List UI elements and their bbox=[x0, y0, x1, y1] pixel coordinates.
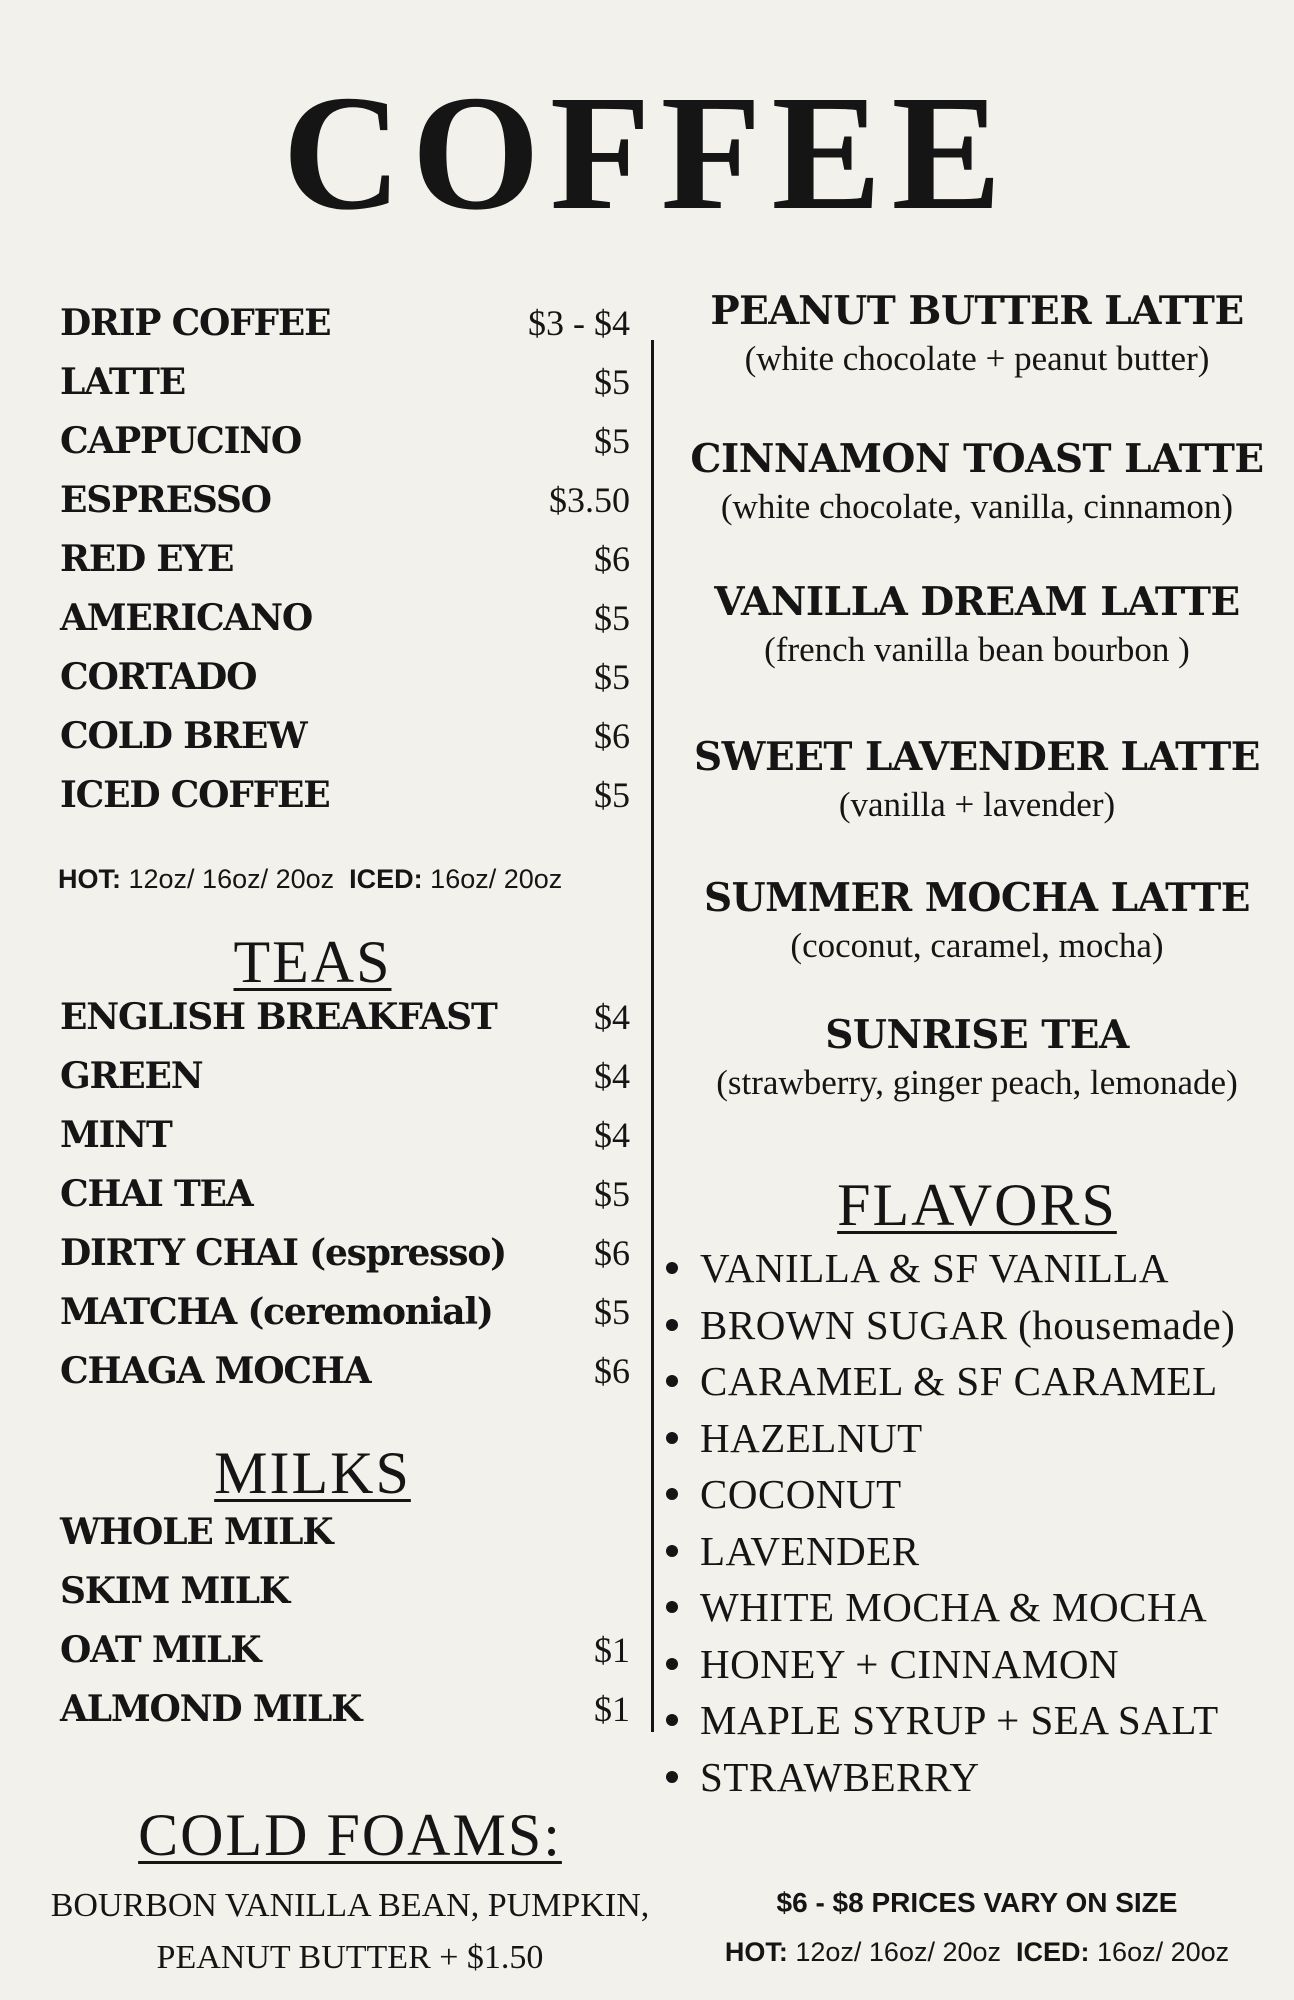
item-name: ICED COFFEE bbox=[60, 774, 330, 816]
item-price: $5 bbox=[594, 362, 630, 402]
specialty-drink bbox=[660, 433, 1294, 529]
specialty-drink bbox=[660, 872, 1294, 968]
item-name: LATTE bbox=[60, 361, 186, 403]
menu-item bbox=[60, 416, 630, 466]
specialty-drink bbox=[660, 285, 1294, 381]
item-price: $4 bbox=[594, 1056, 630, 1096]
drink-name: SWEET LAVENDER LATTE bbox=[694, 734, 1260, 780]
item-name: GREEN bbox=[60, 1055, 203, 1097]
menu-item bbox=[60, 298, 630, 348]
item-name: ENGLISH BREAKFAST bbox=[60, 996, 497, 1038]
flavor-label: CARAMEL & SF CARAMEL bbox=[700, 1358, 1218, 1404]
drink-description: (white chocolate + peanut butter) bbox=[744, 339, 1210, 378]
drink-description: (coconut, caramel, mocha) bbox=[790, 926, 1164, 965]
item-name: SKIM MILK bbox=[60, 1570, 290, 1612]
menu-item bbox=[60, 1346, 630, 1396]
flavor-item bbox=[660, 1692, 1294, 1749]
milks-heading: MILKS bbox=[214, 1440, 411, 1506]
menu-item bbox=[60, 534, 630, 584]
menu-item bbox=[60, 1169, 630, 1219]
menu-item bbox=[60, 1287, 630, 1337]
menu-item bbox=[60, 1228, 630, 1278]
flavor-label: HONEY + CINNAMON bbox=[700, 1640, 1120, 1687]
menu-item bbox=[60, 1625, 630, 1675]
menu-item bbox=[60, 357, 630, 407]
flavor-item bbox=[660, 1297, 1294, 1354]
flavor-item bbox=[660, 1579, 1294, 1636]
item-price: $1 bbox=[594, 1689, 630, 1729]
bullet-icon bbox=[666, 1771, 678, 1783]
bullet-icon bbox=[666, 1714, 678, 1726]
menu-item bbox=[60, 1566, 630, 1616]
menu-item bbox=[60, 770, 630, 820]
menu-item bbox=[60, 1110, 630, 1160]
menu-item bbox=[60, 652, 630, 702]
teas-heading: TEAS bbox=[233, 929, 392, 995]
flavor-label: BROWN SUGAR (housemade) bbox=[700, 1301, 1236, 1348]
item-price: $3.50 bbox=[549, 480, 630, 520]
column-divider bbox=[651, 340, 654, 1732]
item-price: $4 bbox=[594, 1115, 630, 1155]
item-name: MINT bbox=[60, 1114, 172, 1156]
bullet-icon bbox=[666, 1319, 678, 1331]
flavor-label: WHITE MOCHA & MOCHA bbox=[700, 1584, 1208, 1630]
item-price: $5 bbox=[594, 775, 630, 815]
flavor-item bbox=[660, 1410, 1294, 1467]
hot-sizes: 12oz/ 16oz/ 20oz bbox=[121, 864, 335, 894]
cold-foams-line: PEANUT BUTTER + $1.50 bbox=[156, 1939, 544, 1976]
item-name: MATCHA (ceremonial) bbox=[60, 1291, 493, 1333]
item-price: $5 bbox=[594, 1292, 630, 1332]
drink-name: SUNRISE TEA bbox=[825, 1012, 1129, 1058]
flavor-item bbox=[660, 1749, 1294, 1806]
iced-label: ICED: bbox=[1016, 1937, 1090, 1967]
cold-foams-items bbox=[0, 1880, 700, 1984]
item-price: $6 bbox=[594, 1351, 630, 1391]
hot-label: HOT: bbox=[724, 1937, 788, 1967]
drink-name: CINNAMON TOAST LATTE bbox=[690, 436, 1264, 482]
menu-item bbox=[60, 992, 630, 1042]
menu-item bbox=[60, 1051, 630, 1101]
item-price: $5 bbox=[594, 598, 630, 638]
item-name: RED EYE bbox=[60, 538, 234, 580]
item-price: $4 bbox=[594, 997, 630, 1037]
hot-sizes: 12oz/ 16oz/ 20oz bbox=[787, 1937, 1002, 1967]
flavor-item bbox=[660, 1636, 1294, 1693]
item-price: $6 bbox=[594, 716, 630, 756]
item-name: AMERICANO bbox=[60, 597, 313, 639]
item-price: $5 bbox=[594, 657, 630, 697]
drink-description: (vanilla + lavender) bbox=[838, 785, 1116, 824]
iced-sizes: 16oz/ 20oz bbox=[1089, 1937, 1230, 1967]
flavor-item bbox=[660, 1523, 1294, 1580]
flavor-label: MAPLE SYRUP + SEA SALT bbox=[700, 1697, 1219, 1743]
item-name: ALMOND MILK bbox=[60, 1688, 362, 1730]
item-name: CHAGA MOCHA bbox=[60, 1350, 371, 1392]
item-name: ESPRESSO bbox=[60, 479, 271, 521]
flavor-label: HAZELNUT bbox=[700, 1414, 923, 1461]
item-name: COLD BREW bbox=[60, 715, 307, 757]
bullet-icon bbox=[666, 1545, 678, 1557]
menu-item bbox=[60, 593, 630, 643]
drink-name: PEANUT BUTTER LATTE bbox=[710, 288, 1244, 334]
flavors-heading: FLAVORS bbox=[837, 1172, 1117, 1238]
menu-item bbox=[60, 711, 630, 761]
item-price: $3 - $4 bbox=[528, 303, 630, 343]
cold-foams-heading: COLD FOAMS: bbox=[138, 1802, 562, 1868]
bullet-icon bbox=[666, 1432, 678, 1444]
iced-label: ICED: bbox=[349, 864, 423, 894]
cold-foams-line: BOURBON VANILLA BEAN, PUMPKIN, bbox=[50, 1887, 650, 1924]
flavor-label: VANILLA & SF VANILLA bbox=[700, 1245, 1170, 1291]
item-name: DRIP COFFEE bbox=[60, 302, 331, 344]
specialty-drink bbox=[660, 576, 1294, 672]
flavor-label: STRAWBERRY bbox=[700, 1753, 980, 1800]
item-name: CAPPUCINO bbox=[60, 420, 302, 462]
item-price: $6 bbox=[594, 539, 630, 579]
hot-label: HOT: bbox=[58, 864, 121, 894]
bullet-icon bbox=[666, 1375, 678, 1387]
drink-description: (strawberry, ginger peach, lemonade) bbox=[716, 1063, 1238, 1102]
flavor-label: COCONUT bbox=[700, 1471, 902, 1517]
menu-item bbox=[60, 1507, 630, 1557]
drink-description: (french vanilla bean bourbon ) bbox=[764, 630, 1190, 669]
price-note: $6 - $8 PRICES VARY ON SIZE bbox=[776, 1887, 1178, 1918]
drink-name: VANILLA DREAM LATTE bbox=[714, 579, 1240, 625]
item-price: $6 bbox=[594, 1233, 630, 1273]
flavors-list bbox=[660, 1240, 1294, 1805]
flavor-item bbox=[660, 1353, 1294, 1410]
flavor-item bbox=[660, 1466, 1294, 1523]
specialty-drink bbox=[660, 1009, 1294, 1105]
flavor-item bbox=[660, 1240, 1294, 1297]
specialty-drink bbox=[660, 731, 1294, 827]
item-price: $1 bbox=[594, 1630, 630, 1670]
item-name: OAT MILK bbox=[60, 1629, 261, 1671]
menu-item bbox=[60, 1684, 630, 1734]
drink-name: SUMMER MOCHA LATTE bbox=[703, 875, 1251, 921]
flavor-label: LAVENDER bbox=[700, 1527, 920, 1574]
item-name: CORTADO bbox=[60, 656, 257, 698]
bullet-icon bbox=[666, 1262, 678, 1274]
bullet-icon bbox=[666, 1488, 678, 1500]
specialty-size-info bbox=[660, 1937, 1294, 1968]
item-name: DIRTY CHAI (espresso) bbox=[60, 1232, 506, 1274]
item-price: $5 bbox=[594, 421, 630, 461]
item-name: CHAI TEA bbox=[60, 1173, 253, 1215]
bullet-icon bbox=[666, 1658, 678, 1670]
item-price: $5 bbox=[594, 1174, 630, 1214]
size-info bbox=[58, 864, 562, 895]
drink-description: (white chocolate, vanilla, cinnamon) bbox=[720, 487, 1234, 526]
menu-item bbox=[60, 475, 630, 525]
bullet-icon bbox=[666, 1601, 678, 1613]
menu-title: COFFEE bbox=[282, 61, 1012, 244]
item-name: WHOLE MILK bbox=[60, 1511, 333, 1553]
iced-sizes: 16oz/ 20oz bbox=[422, 864, 563, 894]
